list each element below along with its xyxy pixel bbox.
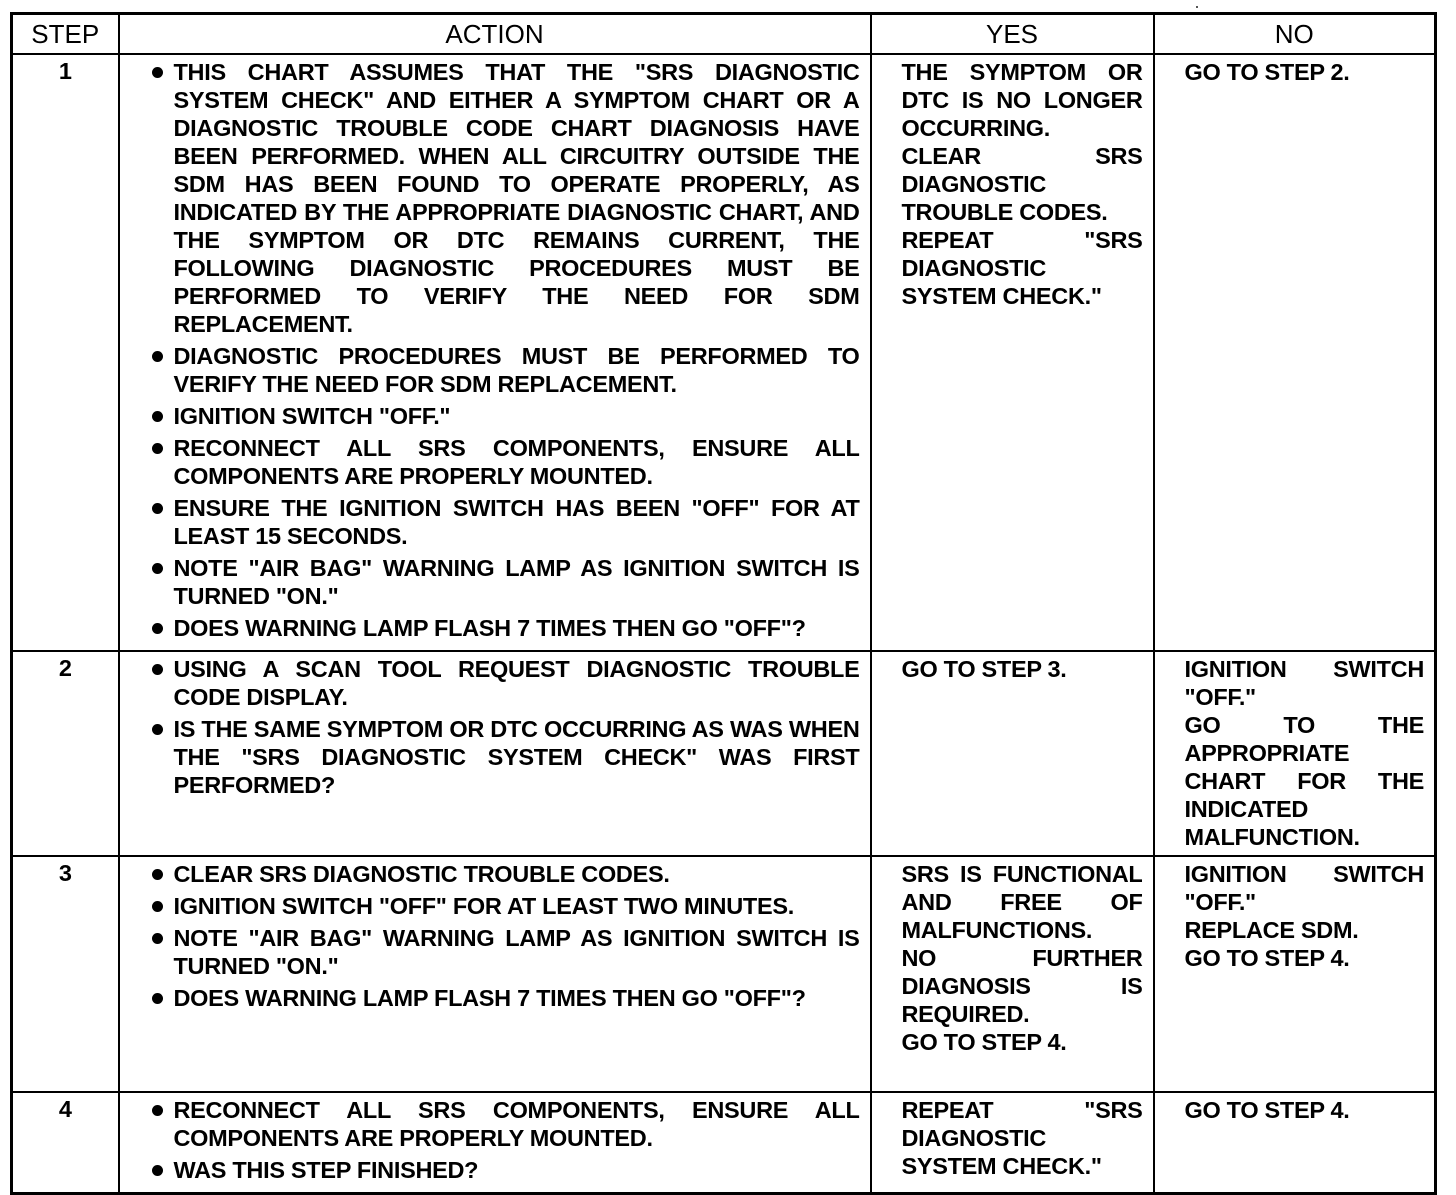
no-line: GO TO STEP 4.	[1184, 945, 1350, 971]
yes-line: GO TO STEP 3.	[901, 656, 1067, 682]
no-line: GO TO STEP 4.	[1184, 1097, 1350, 1123]
no-line: GO TO THE APPROPRIATE CHART FOR THE INDICATED MALFUNCTION.	[1184, 712, 1424, 850]
header-row	[12, 14, 1436, 55]
action-item: ENSURE THE IGNITION SWITCH HAS BEEN "OFF" FOR AT LEAST 15 SECONDS.	[152, 494, 860, 550]
action-item: USING A SCAN TOOL REQUEST DIAGNOSTIC TROUBLE CODE DISPLAY.	[152, 655, 860, 711]
no-line: IGNITION SWITCH "OFF."	[1184, 861, 1424, 915]
yes-line: NO FURTHER DIAGNOSIS IS REQUIRED.	[901, 945, 1143, 1027]
action-item: RECONNECT ALL SRS COMPONENTS, ENSURE ALL COMPONENTS ARE PROPERLY MOUNTED.	[152, 1096, 860, 1152]
action-item: WAS THIS STEP FINISHED?	[152, 1156, 860, 1184]
table-row-step-1	[12, 54, 1436, 651]
action-item: IGNITION SWITCH "OFF."	[152, 402, 860, 430]
yes-cell	[871, 856, 1154, 1092]
step-number: 4	[12, 1092, 119, 1194]
yes-cell	[871, 651, 1154, 856]
action-cell	[119, 54, 871, 651]
action-item: IS THE SAME SYMPTOM OR DTC OCCURRING AS WAS WHEN THE "SRS DIAGNOSTIC SYSTEM CHECK" WAS FIRST PERFORMED?	[152, 715, 860, 799]
no-line: GO TO STEP 2.	[1184, 59, 1350, 85]
action-item: THIS CHART ASSUMES THAT THE "SRS DIAGNOSTIC SYSTEM CHECK" AND EITHER A SYMPTOM CHART OR A DIAGNOSTIC TROUBLE CODE CHART DIAGNOSIS HAVE BEEN PERFORMED. WHEN ALL CIRCUITRY OUTSIDE THE SDM HAS BEEN FOUND TO OPERATE PROPERLY, AS INDICATED BY THE APPROPRIATE DIAGNOSTIC CHART, AND THE SYMPTOM OR DTC REMAINS CURRENT, THE FOLLOWING DIAGNOSTIC PROCEDURES MUST BE PERFORMED TO VERIFY THE NEED FOR SDM REPLACEMENT.	[152, 58, 860, 338]
no-cell	[1154, 1092, 1436, 1194]
action-list	[152, 58, 860, 642]
action-cell	[119, 856, 871, 1092]
scan-speck	[1196, 6, 1198, 8]
header-yes: YES	[871, 14, 1154, 55]
yes-line: GO TO STEP 4.	[901, 1029, 1067, 1055]
action-cell	[119, 651, 871, 856]
action-item: IGNITION SWITCH "OFF" FOR AT LEAST TWO MINUTES.	[152, 892, 860, 920]
header-step: STEP	[12, 14, 119, 55]
no-line: IGNITION SWITCH "OFF."	[1184, 656, 1424, 710]
yes-line: REPEAT "SRS DIAGNOSTIC SYSTEM CHECK."	[901, 227, 1143, 309]
yes-cell	[871, 1092, 1154, 1194]
action-item: NOTE "AIR BAG" WARNING LAMP AS IGNITION SWITCH IS TURNED "ON."	[152, 554, 860, 610]
yes-line: CLEAR SRS DIAGNOSTIC TROUBLE CODES.	[901, 143, 1143, 225]
diagnostic-chart-table	[10, 12, 1437, 1195]
yes-line: THE SYMPTOM OR DTC IS NO LONGER OCCURRING.	[901, 59, 1143, 141]
yes-line: REPEAT "SRS DIAGNOSTIC SYSTEM CHECK."	[901, 1097, 1143, 1179]
action-item: DOES WARNING LAMP FLASH 7 TIMES THEN GO "OFF"?	[152, 984, 860, 1012]
table-row-step-4	[12, 1092, 1436, 1194]
yes-cell	[871, 54, 1154, 651]
no-cell	[1154, 651, 1436, 856]
no-line: REPLACE SDM.	[1184, 917, 1359, 943]
action-cell	[119, 1092, 871, 1194]
action-list	[152, 655, 860, 799]
header-no: NO	[1154, 14, 1436, 55]
action-item: DIAGNOSTIC PROCEDURES MUST BE PERFORMED TO VERIFY THE NEED FOR SDM REPLACEMENT.	[152, 342, 860, 398]
step-number: 3	[12, 856, 119, 1092]
action-item: NOTE "AIR BAG" WARNING LAMP AS IGNITION SWITCH IS TURNED "ON."	[152, 924, 860, 980]
no-cell	[1154, 54, 1436, 651]
table-row-step-3	[12, 856, 1436, 1092]
action-item: CLEAR SRS DIAGNOSTIC TROUBLE CODES.	[152, 860, 860, 888]
action-item: DOES WARNING LAMP FLASH 7 TIMES THEN GO "OFF"?	[152, 614, 860, 642]
step-number: 1	[12, 54, 119, 651]
step-number: 2	[12, 651, 119, 856]
action-list	[152, 860, 860, 1012]
table-row-step-2	[12, 651, 1436, 856]
header-action: ACTION	[119, 14, 871, 55]
action-item: RECONNECT ALL SRS COMPONENTS, ENSURE ALL COMPONENTS ARE PROPERLY MOUNTED.	[152, 434, 860, 490]
action-list	[152, 1096, 860, 1184]
yes-line: SRS IS FUNCTIONAL AND FREE OF MALFUNCTIONS.	[901, 861, 1143, 943]
no-cell	[1154, 856, 1436, 1092]
